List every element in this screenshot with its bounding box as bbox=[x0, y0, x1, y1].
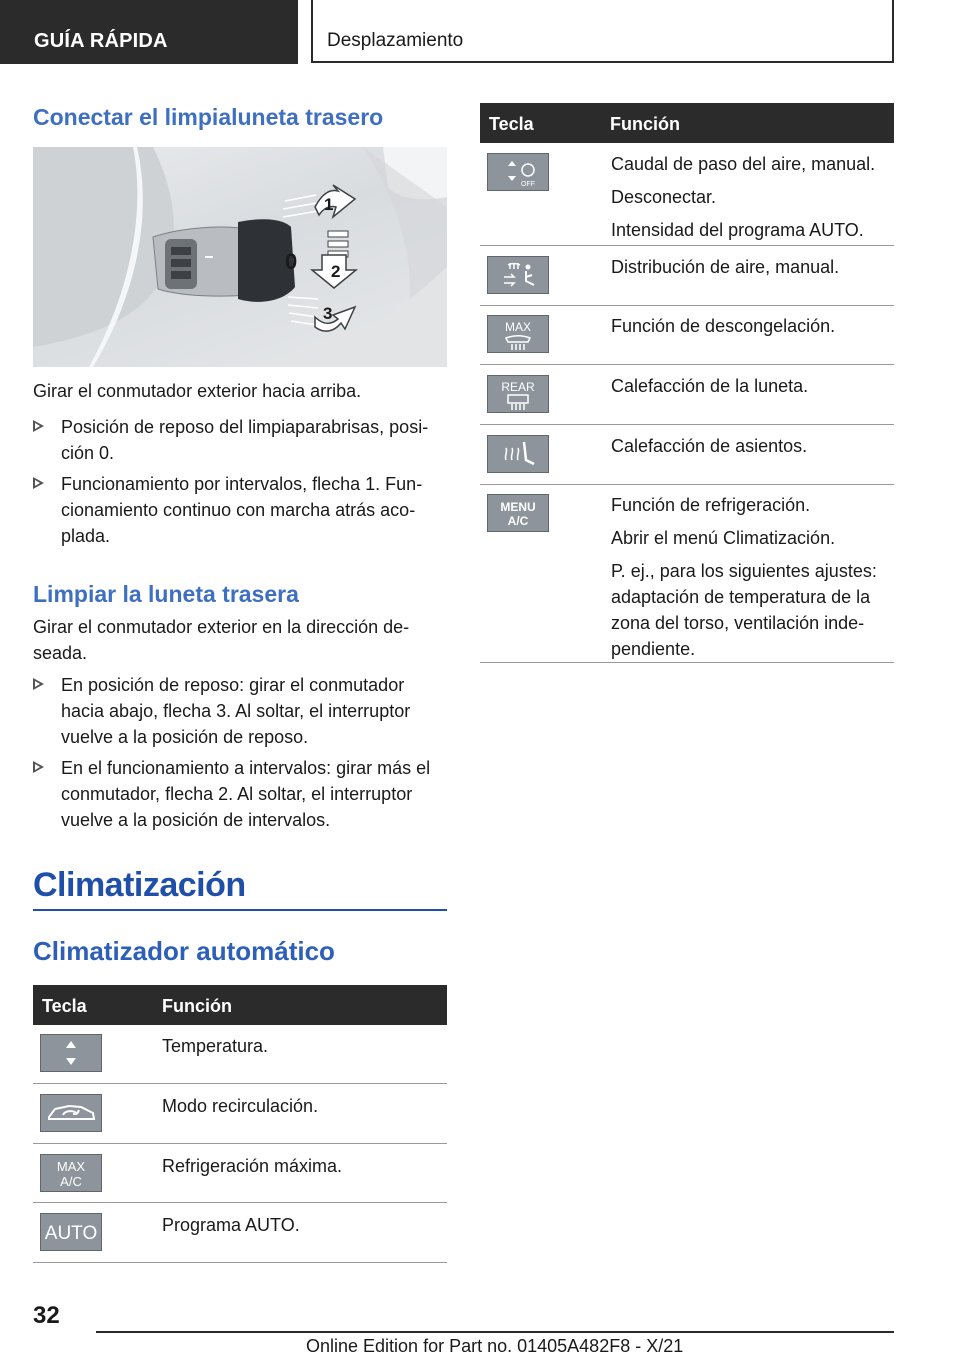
clean-bullet-1-line-3: vuelve a la posición de reposo. bbox=[61, 727, 309, 747]
triangle-bullet-icon bbox=[33, 420, 44, 432]
air-distribution-icon bbox=[488, 257, 548, 293]
max-defrost-icon bbox=[488, 316, 548, 352]
wiper-bullet-1-line-1: Posición de reposo del limpiaparabrisas, posi- bbox=[61, 417, 429, 437]
clean-bullet-2-line-1: En el funcionamiento a intervalos: girar más el bbox=[61, 758, 431, 778]
right-row-1-line-2: Desconectar. bbox=[611, 187, 717, 207]
wiper-bullet-2-line-3: plada. bbox=[61, 526, 111, 546]
fan-off-key bbox=[487, 153, 549, 191]
wiper-switch-drawing bbox=[33, 147, 447, 367]
wiper-switch-illustration bbox=[33, 147, 447, 367]
footer-edition: Online Edition for Part no. 01405A482F8 - X/21 bbox=[306, 1336, 684, 1356]
left-row-1-func: Temperatura. bbox=[162, 1036, 269, 1056]
menu-ac-key bbox=[487, 494, 549, 532]
clean-bullet-1-line-1: En posición de reposo: girar el conmutador bbox=[61, 675, 405, 695]
max-ac-icon bbox=[41, 1155, 101, 1191]
figure-label-3: 3 bbox=[323, 304, 333, 323]
right-table-col-key: Tecla bbox=[489, 114, 534, 134]
temperature-key bbox=[40, 1034, 102, 1072]
max-ac-label-top: MAX bbox=[56, 1159, 86, 1174]
fan-off-icon bbox=[488, 154, 548, 190]
recirculation-key bbox=[40, 1094, 102, 1132]
header-chapter-label: Desplazamiento bbox=[327, 30, 464, 51]
clean-intro-line-1: Girar el conmutador exterior en la dirección de- bbox=[33, 617, 410, 637]
left-row-divider bbox=[33, 1202, 447, 1203]
header-section-tab bbox=[0, 0, 298, 64]
triangle-bullet-icon bbox=[33, 678, 44, 690]
wiper-intro: Girar el conmutador exterior hacia arriba. bbox=[33, 381, 362, 401]
right-row-divider bbox=[480, 305, 894, 306]
max-defrost-key bbox=[487, 315, 549, 353]
right-row-divider bbox=[480, 424, 894, 425]
recirculation-car-icon bbox=[41, 1095, 101, 1131]
left-table-col-func: Función bbox=[162, 996, 232, 1016]
wiper-bullet-2-line-2: cionamiento continuo con marcha atrás aco- bbox=[61, 500, 416, 520]
air-distribution-key bbox=[487, 256, 549, 294]
clean-bullet-2-line-2: conmutador, flecha 2. Al soltar, el interruptor bbox=[61, 784, 413, 804]
rear-defrost-label: REAR bbox=[501, 380, 535, 394]
clean-intro bbox=[33, 614, 409, 666]
left-row-divider bbox=[33, 1262, 447, 1263]
figure-label-1: 1 bbox=[324, 195, 334, 214]
right-row-2-func: Distribución de aire, manual. bbox=[611, 257, 840, 277]
left-row-2-func: Modo recirculación. bbox=[162, 1096, 319, 1116]
left-table-header bbox=[33, 985, 447, 1025]
left-row-divider bbox=[33, 1083, 447, 1084]
clean-bullet-2-line-3: vuelve a la posición de intervalos. bbox=[61, 810, 331, 830]
figure-label-2: 2 bbox=[331, 262, 341, 281]
header-chapter-box bbox=[311, 0, 894, 63]
left-row-divider bbox=[33, 1143, 447, 1144]
header-section-label: GUÍA RÁPIDA bbox=[34, 30, 168, 52]
clean-heading: Limpiar la luneta trasera bbox=[33, 581, 299, 607]
right-table-header bbox=[480, 103, 894, 143]
rear-defrost-icon bbox=[488, 376, 548, 412]
right-row-3-func: Función de descongelación. bbox=[611, 316, 836, 336]
right-row-divider bbox=[480, 364, 894, 365]
right-row-6-line-6: pendiente. bbox=[611, 639, 696, 659]
right-row-6-line-2: Abrir el menú Climatización. bbox=[611, 528, 836, 548]
right-row-divider bbox=[480, 484, 894, 485]
max-ac-label-bottom: A/C bbox=[60, 1174, 82, 1189]
right-row-divider bbox=[480, 662, 894, 663]
auto-label: AUTO bbox=[44, 1223, 98, 1244]
auto-icon bbox=[41, 1214, 101, 1250]
seat-heating-icon bbox=[488, 436, 548, 472]
seat-heating-key bbox=[487, 435, 549, 473]
triangle-bullet-icon bbox=[33, 477, 44, 489]
wiper-bullet-2-line-1: Funcionamiento por intervalos, flecha 1. Fun- bbox=[61, 474, 423, 494]
right-row-4-func: Calefacción de la luneta. bbox=[611, 376, 809, 396]
left-table-col-key: Tecla bbox=[42, 996, 87, 1016]
left-row-4-func: Programa AUTO. bbox=[162, 1215, 300, 1235]
menu-ac-label-top: MENU bbox=[500, 500, 536, 514]
auto-key bbox=[40, 1213, 102, 1251]
right-row-6-line-1: Función de refrigeración. bbox=[611, 495, 811, 515]
wiper-heading: Conectar el limpialuneta trasero bbox=[33, 104, 384, 130]
right-row-1-line-1: Caudal de paso del aire, manual. bbox=[611, 154, 876, 174]
left-row-3-func: Refrigeración máxima. bbox=[162, 1156, 343, 1176]
page-number: 32 bbox=[33, 1302, 60, 1329]
wiper-bullet-1-line-2: ción 0. bbox=[61, 443, 115, 463]
triangle-bullet-icon bbox=[33, 761, 44, 773]
right-row-divider bbox=[480, 245, 894, 246]
right-table-col-func: Función bbox=[610, 114, 680, 134]
right-row-5-func: Calefacción de asientos. bbox=[611, 436, 808, 456]
right-row-6-line-3: P. ej., para los siguientes ajustes: bbox=[611, 561, 877, 581]
right-row-6-line-4: adaptación de temperatura de la bbox=[611, 587, 871, 607]
menu-ac-label-bottom: A/C bbox=[507, 514, 529, 528]
right-row-6-line-5: zona del torso, ventilación inde- bbox=[611, 613, 865, 633]
footer-rule bbox=[96, 1331, 894, 1333]
fan-off-label: OFF bbox=[521, 181, 535, 188]
menu-ac-icon bbox=[488, 495, 548, 531]
temperature-arrows-icon bbox=[41, 1035, 101, 1071]
right-row-6-func bbox=[611, 492, 877, 662]
clean-bullet-1-line-2: hacia abajo, flecha 3. Al soltar, el interruptor bbox=[61, 701, 411, 721]
clean-intro-line-2: seada. bbox=[33, 643, 88, 663]
figure-label-0: 0 bbox=[285, 249, 298, 274]
right-row-1-func bbox=[611, 151, 875, 243]
climate-subheading: Climatizador automático bbox=[33, 936, 335, 966]
climate-heading: Climatización bbox=[33, 866, 246, 904]
max-ac-key bbox=[40, 1154, 102, 1192]
right-row-1-line-3: Intensidad del programa AUTO. bbox=[611, 220, 864, 240]
max-defrost-label: MAX bbox=[504, 320, 532, 334]
climate-heading-rule bbox=[33, 909, 447, 911]
rear-defrost-key bbox=[487, 375, 549, 413]
